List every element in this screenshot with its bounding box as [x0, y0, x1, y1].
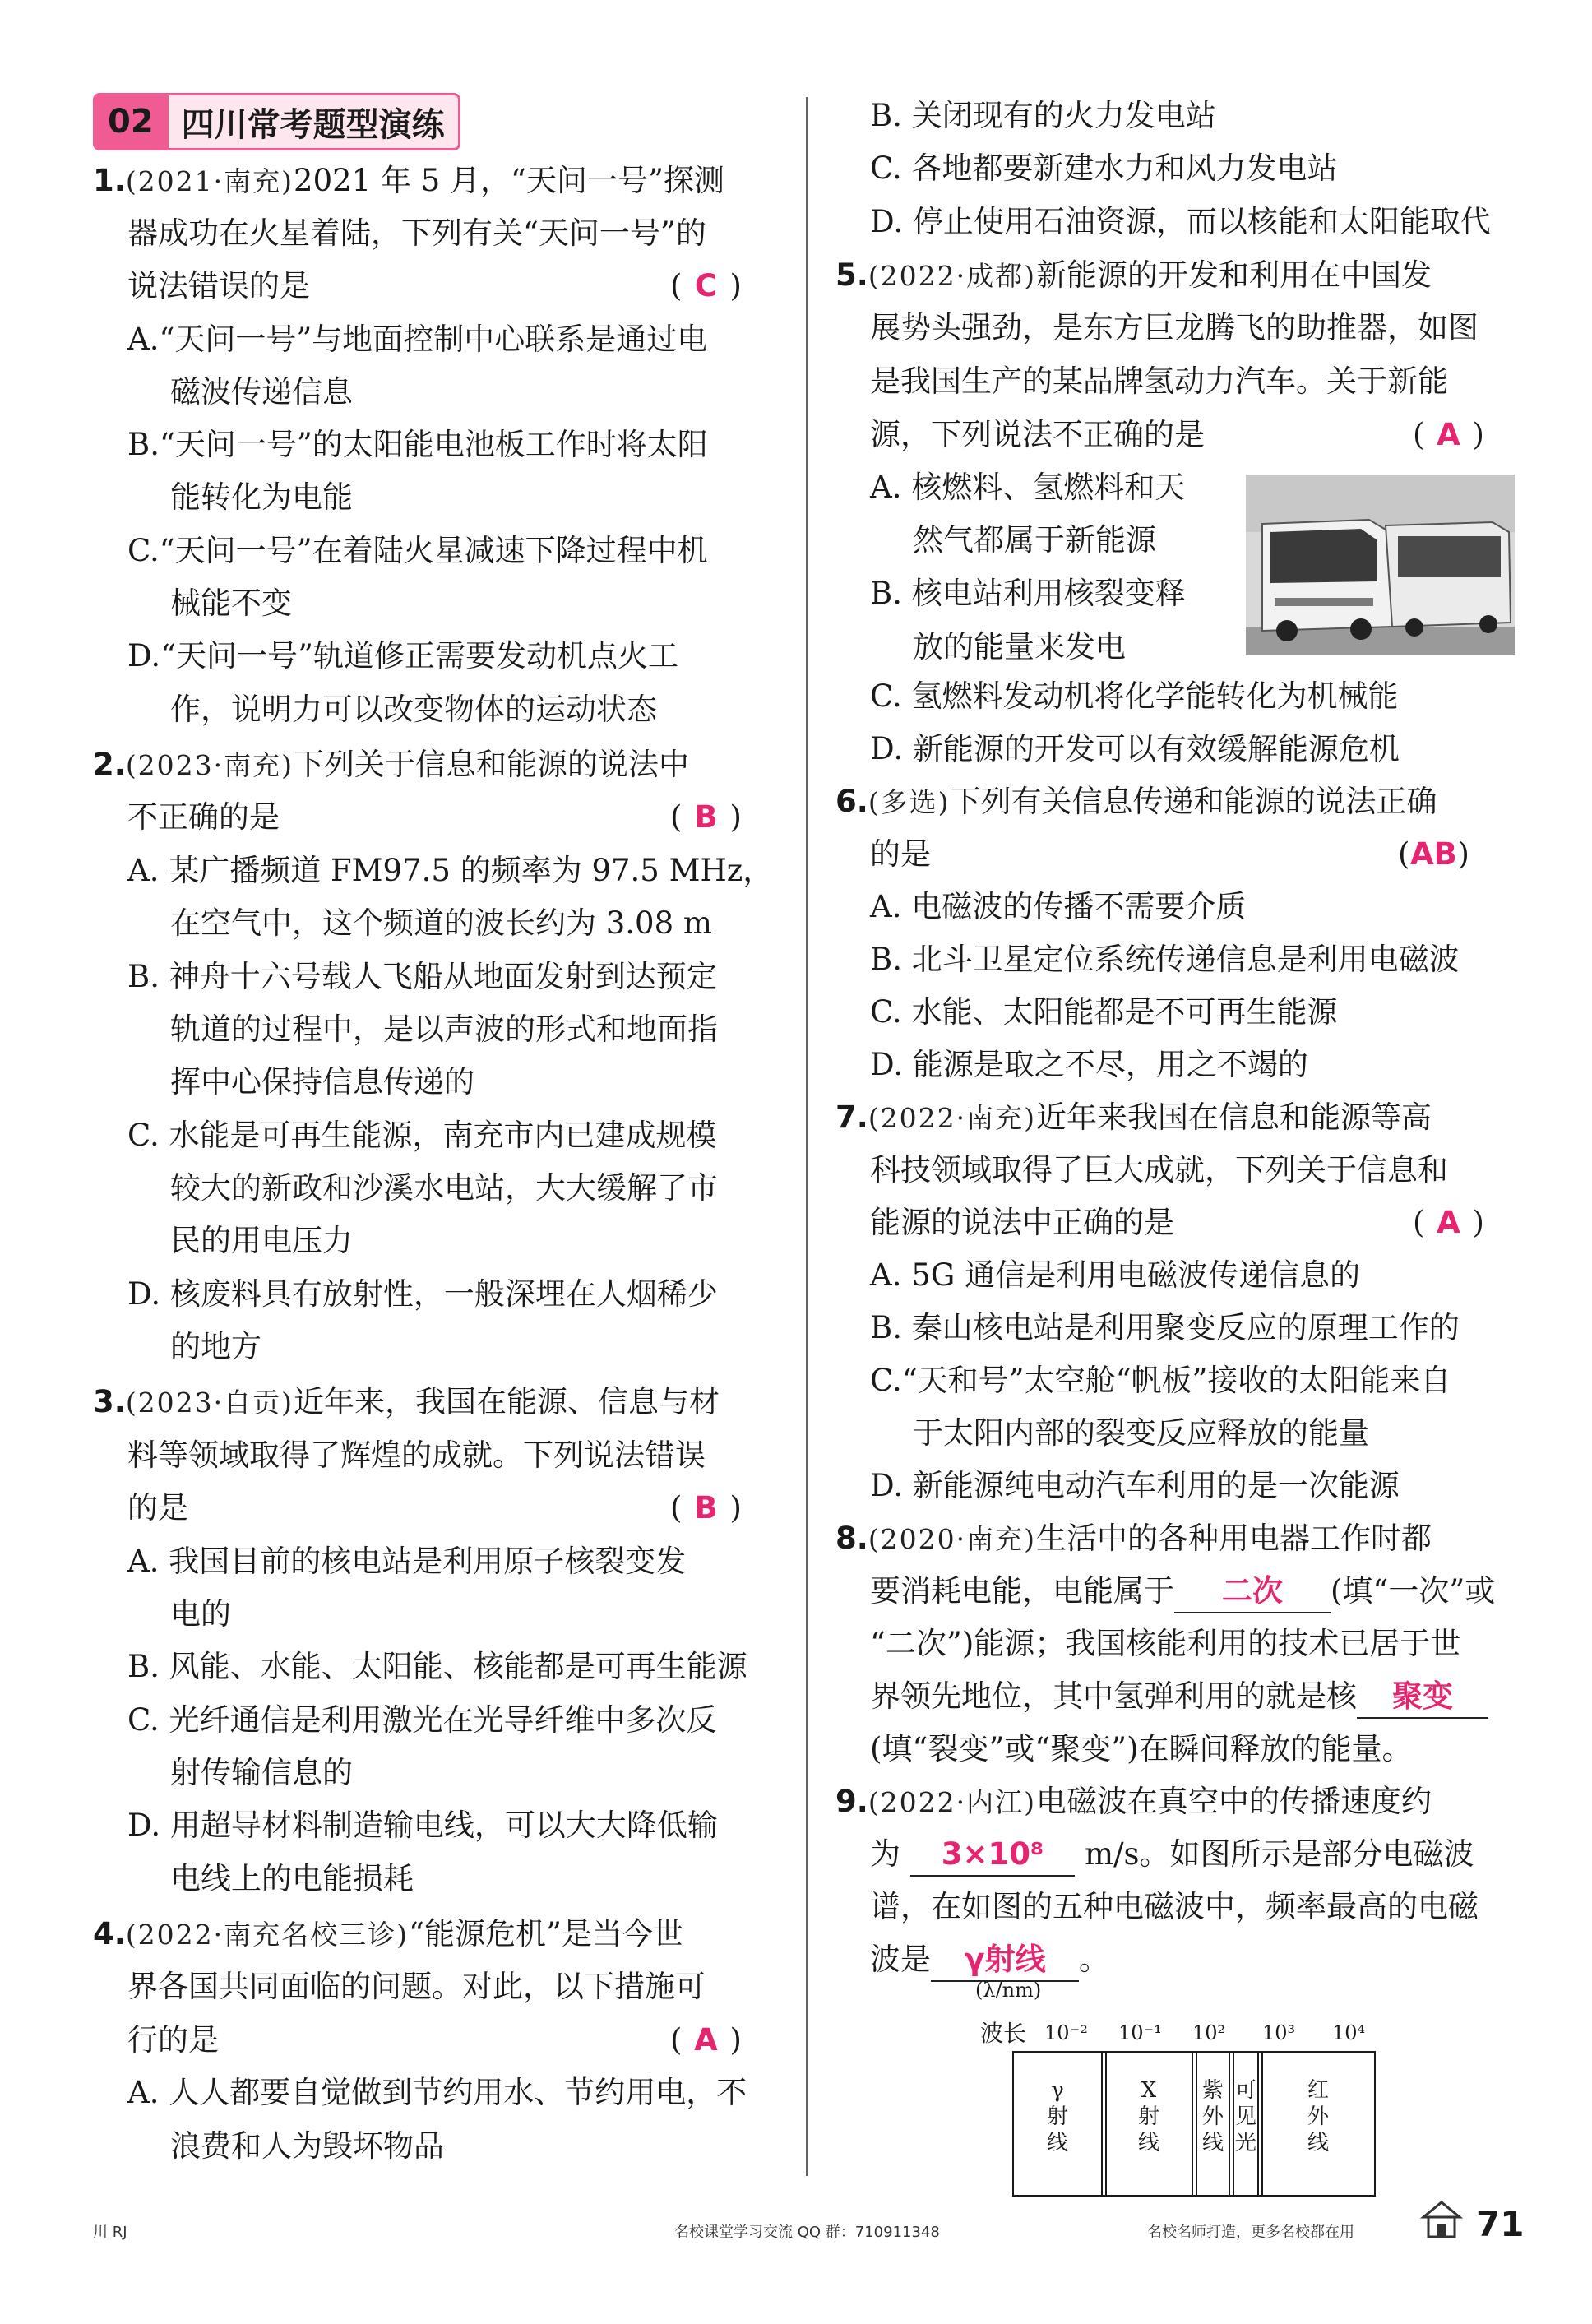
question-text: 界各国共同面临的问题。对此，以下措施可 [127, 1969, 706, 2004]
option-d: D. 用超导材料制造输电线，可以大大降低输 [127, 1808, 718, 1843]
question-text: (填“裂变”或“聚变”)在瞬间释放的能量。 [870, 1731, 1413, 1766]
question-text: 近年来，我国在能源、信息与材 [294, 1384, 720, 1419]
band-xray: X [1141, 2078, 1157, 2103]
option-a: A.“天问一号”与地面控制中心联系是通过电 [127, 322, 708, 357]
answer: A [694, 2022, 718, 2058]
option-c-cont: 射传输信息的 [170, 1755, 353, 1790]
answer-bracket: ( B ) [670, 1488, 742, 1529]
option-b: B. 核电站利用核裂变释 [870, 576, 1186, 611]
option-b: B. 北斗卫星定位系统传递信息是利用电磁波 [870, 942, 1460, 977]
option-a: A. 某广播频道 FM97.5 的频率为 97.5 MHz， [127, 853, 774, 888]
answer-bracket: ( C ) [670, 266, 742, 307]
option-d-cont: 作，说明力可以改变物体的运动状态 [170, 692, 657, 727]
question-text: 电磁波在真空中的传播速度约 [1036, 1784, 1432, 1819]
option-c-cont: 民的用电压力 [170, 1223, 353, 1258]
answer: B [694, 799, 718, 835]
question-number: 3. [93, 1384, 126, 1419]
question-source: (2023·自贡) [125, 1387, 294, 1419]
option-a-cont: 电的 [170, 1596, 231, 1632]
option-b: B. 秦山核电站是利用聚变反应的原理工作的 [870, 1310, 1460, 1345]
question-text: 的是 [127, 1490, 188, 1525]
band-infrared: 线 [1307, 2131, 1330, 2155]
question-number: 4. [93, 1916, 126, 1951]
option-a: A. 5G 通信是利用电磁波传递信息的 [870, 1257, 1361, 1293]
bus-shape [1262, 520, 1511, 641]
section-number: 02 [93, 93, 169, 150]
footer-group: 名校课堂学习交流 QQ 群：710911348 [674, 2224, 940, 2241]
question-text: 下列关于信息和能源的说法中 [294, 747, 690, 782]
question-number: 7. [835, 1100, 868, 1135]
band-infrared: 红 [1307, 2078, 1330, 2103]
question-text: 。 [1079, 1942, 1109, 1977]
answer-bracket: ( A ) [1413, 1202, 1484, 1243]
fill-blank-1: 3×10⁸ [910, 1834, 1075, 1877]
question-text: 行的是 [127, 2022, 219, 2058]
question-text: 不正确的是 [127, 799, 280, 835]
option-b-cont: 挥中心保持信息传递的 [170, 1064, 474, 1100]
question-source: (2022·南充名校三诊) [125, 1919, 410, 1951]
band-visible: 光 [1234, 2131, 1257, 2155]
question-number: 6. [835, 784, 868, 819]
question-text: (填“一次”或 [1331, 1573, 1496, 1609]
option-b: B. 风能、水能、太阳能、核能都是可再生能源 [127, 1649, 747, 1684]
option-a-cont: 然气都属于新能源 [913, 522, 1156, 558]
band-xray: 线 [1137, 2131, 1160, 2155]
column-divider [806, 97, 808, 2176]
question-text: 波是 [870, 1942, 931, 1977]
question-text: 近年来我国在信息和能源等高 [1036, 1100, 1432, 1135]
question-text: 界领先地位，其中氢弹利用的就是核 [870, 1678, 1357, 1714]
question-text: 2021 年 5 月，“天问一号”探测 [294, 163, 724, 198]
option-b-cont: 能转化为电能 [170, 479, 353, 515]
option-b-cont: 放的能量来发电 [913, 629, 1126, 664]
em-spectrum-diagram [970, 1974, 1398, 2204]
option-a: A. 核燃料、氢燃料和天 [870, 470, 1186, 505]
tick-label: 10⁴ [1332, 2021, 1366, 2044]
question-number: 2. [93, 747, 126, 782]
option-c: C. 水能是可再生能源，南充市内已建成规模 [127, 1118, 717, 1153]
hydrogen-bus-photo [1246, 475, 1515, 655]
option-d-cont: 电线上的电能损耗 [170, 1861, 414, 1896]
tick-label: 10⁻¹ [1118, 2021, 1162, 2044]
band-gamma: γ [1051, 2078, 1064, 2103]
option-c-cont: 于太阳内部的裂变反应释放的能量 [913, 1415, 1369, 1451]
question-source: (多选) [868, 786, 951, 818]
option-b: B.“天问一号”的太阳能电池板工作时将太阳 [127, 427, 708, 462]
option-d: D.“天问一号”轨道修正需要发动机点火工 [127, 638, 678, 674]
option-a: A. 电磁波的传播不需要介质 [870, 889, 1247, 924]
option-c: C.“天和号”太空舱“帆板”接收的太阳能来自 [870, 1363, 1451, 1398]
answer-bracket: ( B ) [670, 797, 742, 838]
tick-label: 10² [1192, 2021, 1226, 2044]
band-uv: 外 [1201, 2104, 1224, 2129]
answer: A [1437, 1205, 1460, 1240]
question-source: (2023·南充) [125, 749, 294, 781]
option-c: C. 氢燃料发动机将化学能转化为机械能 [870, 678, 1399, 714]
section-badge [93, 93, 460, 150]
fill-blank-1: 二次 [1174, 1571, 1331, 1613]
question-text: 要消耗电能，电能属于 [870, 1573, 1174, 1609]
question-text: 谱，在如图的五种电磁波中，频率最高的电磁 [870, 1889, 1479, 1924]
footer-slogan: 名校名师打造，更多名校都在用 [1147, 2224, 1354, 2241]
option-a-cont: 在空气中，这个频道的波长约为 3.08 m [170, 905, 712, 941]
option-d: D. 核废料具有放射性，一般深埋在人烟稀少 [127, 1276, 718, 1312]
option-c: C. 各地都要新建水力和风力发电站 [870, 150, 1338, 186]
answer: AB [1410, 836, 1457, 872]
footer-edition: 川 RJ [93, 2224, 127, 2241]
band-uv: 紫 [1201, 2078, 1224, 2103]
question-text: “二次”)能源；我国核能利用的技术已居于世 [870, 1626, 1461, 1661]
option-a: A. 人人都要自觉做到节约用水、节约用电，不 [127, 2075, 747, 2110]
page-number: 71 [1476, 2204, 1525, 2244]
question-source: (2020·南充) [868, 1523, 1037, 1555]
option-a-cont: 浪费和人为毁坏物品 [170, 2128, 444, 2164]
question-text: m/s。如图所示是部分电磁波 [1085, 1836, 1474, 1872]
option-a-cont: 磁波传递信息 [170, 374, 353, 410]
band-gamma: 射 [1046, 2104, 1069, 2129]
spectrum-unit: (λ/nm) [975, 1979, 1042, 2002]
tick-label: 10⁻² [1044, 2021, 1088, 2044]
question-text: 能源的说法中正确的是 [870, 1205, 1174, 1240]
answer: A [1437, 417, 1460, 452]
option-c: C. 水能、太阳能都是不可再生能源 [870, 994, 1338, 1030]
option-d-cont: 的地方 [170, 1329, 261, 1364]
question-number: 9. [835, 1784, 868, 1819]
question-text: 为 [870, 1836, 900, 1872]
answer-bracket: ( A ) [670, 2020, 742, 2061]
fill-blank-2: 聚变 [1357, 1676, 1488, 1719]
option-c-cont: 较大的新政和沙溪水电站，大大缓解了市 [170, 1170, 718, 1206]
question-number: 8. [835, 1521, 868, 1556]
question-text: 的是 [870, 836, 931, 872]
question-text: 新能源的开发和利用在中国发 [1036, 257, 1432, 293]
question-text: 料等领域取得了辉煌的成就。下列说法错误 [127, 1437, 706, 1473]
band-xray: 射 [1137, 2104, 1160, 2129]
option-a: A. 我国目前的核电站是利用原子核裂变发 [127, 1544, 687, 1579]
question-source: (2022·内江) [868, 1786, 1037, 1818]
option-b-cont: 轨道的过程中，是以声波的形式和地面指 [170, 1012, 718, 1047]
answer-bracket: (AB) [1398, 834, 1469, 875]
option-c-cont: 械能不变 [170, 586, 292, 621]
option-b: B. 关闭现有的火力发电站 [870, 98, 1216, 133]
fill-blank-2: γ射线 [931, 1939, 1079, 1982]
question-text: 生活中的各种用电器工作时都 [1036, 1521, 1432, 1556]
brand-logo-icon [1418, 2196, 1465, 2245]
question-source: (2022·南充) [868, 1102, 1037, 1134]
answer: C [694, 268, 718, 303]
band-infrared: 外 [1307, 2104, 1330, 2129]
question-source: (2021·南充) [125, 165, 294, 197]
question-text: 科技领域取得了巨大成就，下列关于信息和 [870, 1152, 1448, 1187]
question-source: (2022·成都) [868, 260, 1037, 292]
question-text: “能源危机”是当今世 [409, 1916, 683, 1951]
option-d: D. 新能源纯电动汽车利用的是一次能源 [870, 1468, 1400, 1503]
question-text: 下列有关信息传递和能源的说法正确 [950, 784, 1437, 819]
band-gamma: 线 [1046, 2131, 1069, 2155]
question-number: 1. [93, 163, 126, 198]
option-d: D. 停止使用石油资源，而以核能和太阳能取代 [870, 204, 1491, 239]
tick-label: 10³ [1262, 2021, 1296, 2044]
answer-bracket: ( A ) [1413, 414, 1484, 456]
band-uv: 线 [1201, 2131, 1224, 2155]
question-text: 是我国生产的某品牌氢动力汽车。关于新能 [870, 363, 1448, 399]
option-c: C.“天问一号”在着陆火星减速下降过程中机 [127, 533, 708, 568]
question-text: 说法错误的是 [127, 268, 310, 303]
band-visible: 可 [1234, 2078, 1257, 2103]
band-visible: 见 [1234, 2104, 1257, 2129]
section-title: 四川常考题型演练 [169, 93, 460, 150]
option-d: D. 能源是取之不尽，用之不竭的 [870, 1047, 1308, 1082]
option-d: D. 新能源的开发可以有效缓解能源危机 [870, 731, 1400, 766]
question-text: 展势头强劲，是东方巨龙腾飞的助推器，如图 [870, 310, 1479, 345]
spectrum-label: 波长 [980, 2020, 1027, 2047]
answer: B [694, 1490, 718, 1525]
option-c: C. 光纤通信是利用激光在光导纤维中多次反 [127, 1702, 717, 1738]
question-text: 器成功在火星着陆，下列有关“天问一号”的 [127, 215, 706, 251]
option-b: B. 神舟十六号载人飞船从地面发射到达预定 [127, 959, 717, 994]
question-number: 5. [835, 257, 868, 293]
question-text: 源，下列说法不正确的是 [870, 417, 1205, 452]
